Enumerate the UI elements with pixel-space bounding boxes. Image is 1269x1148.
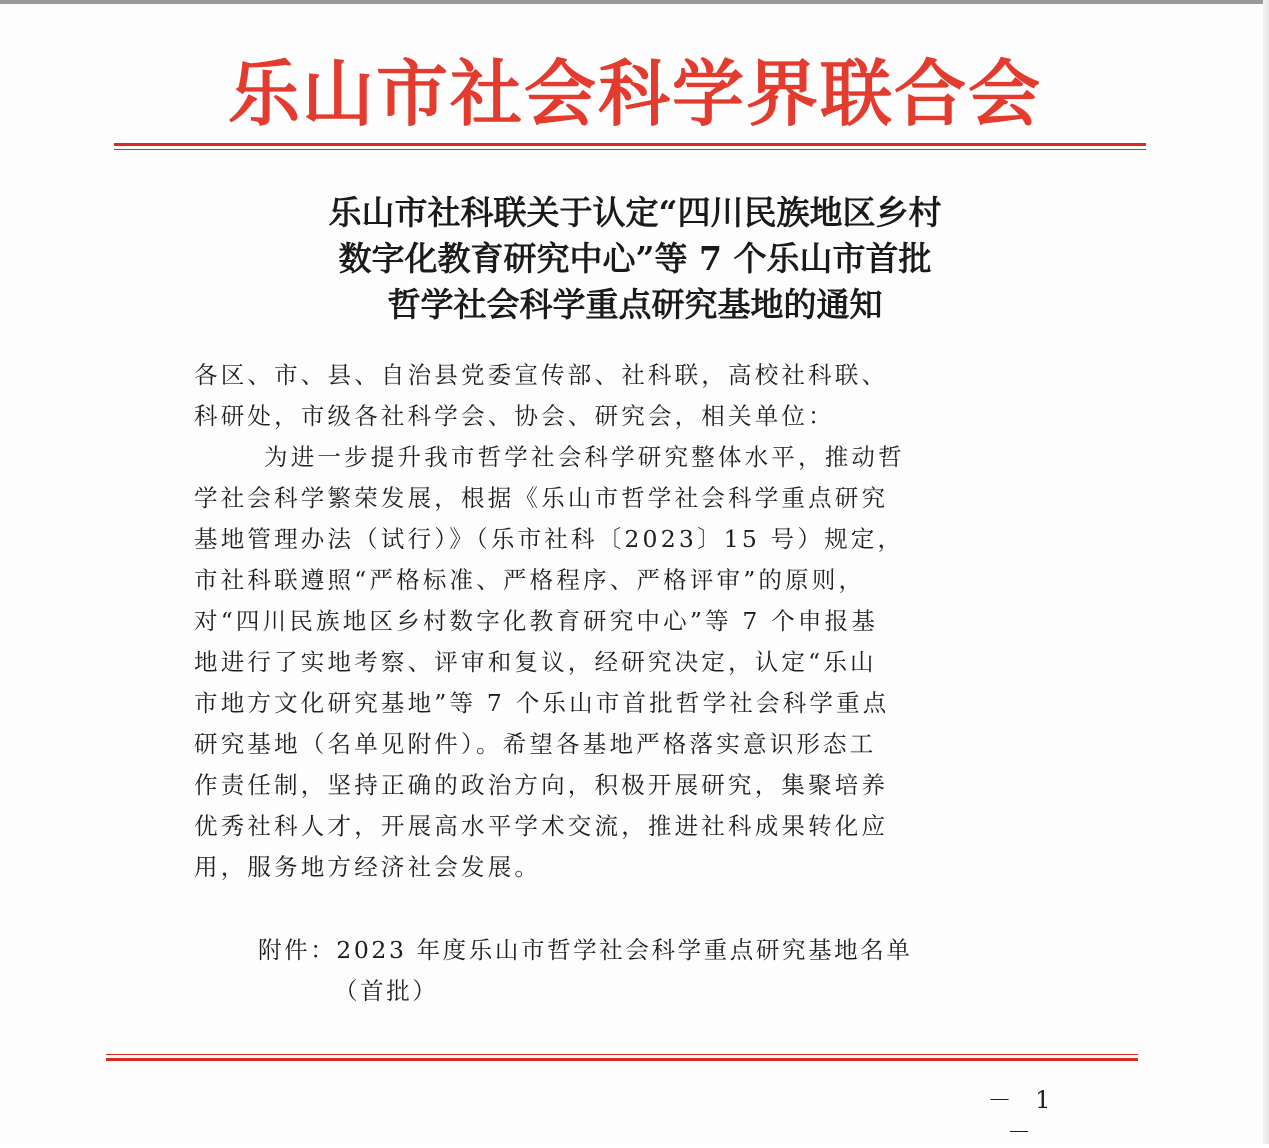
paragraph-line: 作责任制，坚持正确的政治方向，积极开展研究，集聚培养 — [194, 771, 889, 799]
paragraph-line: 研究基地（名单见附件）。希望各基地严格落实意识形态工 — [194, 730, 877, 758]
paragraph-line: 学社会科学繁荣发展，根据《乐山市哲学社会科学重点研究 — [194, 484, 889, 512]
scan-right-edge — [1263, 0, 1269, 1144]
salutation-line: 科研处，市级各社科学会、协会、研究会，相关单位： — [194, 402, 835, 430]
attachment-note — [258, 930, 1078, 1012]
masthead-title: 乐山市社会科学界联合会 — [227, 51, 1042, 136]
scan-top-border — [0, 0, 1269, 4]
notice-title-line: 哲学社会科学重点研究基地的通知 — [387, 285, 883, 324]
paragraph-line: 地进行了实地考察、评审和复议，经研究决定，认定“乐山 — [194, 648, 877, 676]
paragraph-line: 市社科联遵照“严格标准、严格程序、严格评审”的原则， — [194, 566, 866, 594]
masthead-red-rule — [114, 143, 1146, 150]
paragraph-line: 基地管理办法（试行）》（乐市社科〔2023〕15 号）规定， — [194, 525, 905, 553]
notice-title-line: 数字化教育研究中心”等 7 个乐山市首批 — [338, 239, 932, 278]
paragraph-line: 市地方文化研究基地”等 7 个乐山市首批哲学社会科学重点 — [194, 689, 890, 717]
body-paragraph — [194, 437, 1074, 888]
footer-red-rule — [106, 1054, 1138, 1061]
paragraph-line: 为进一步提升我市哲学社会科学研究整体水平，推动哲 — [264, 443, 905, 471]
notice-title — [150, 190, 1120, 328]
paragraph-line: 用，服务地方经济社会发展。 — [194, 853, 542, 881]
page-number: － 1 － — [987, 1086, 1059, 1146]
salutation-line: 各区、市、县、自治县党委宣传部、社科联，高校社科联、 — [194, 361, 889, 389]
paragraph-line: 优秀社科人才，开展高水平学术交流，推进社科成果转化应 — [194, 812, 889, 840]
attachment-line: 附件：2023 年度乐山市哲学社会科学重点研究基地名单 — [258, 936, 913, 964]
paragraph-line: 对“四川民族地区乡村数字化教育研究中心”等 7 个申报基 — [194, 607, 879, 635]
attachment-line: （首批） — [334, 977, 439, 1005]
salutation — [194, 355, 1074, 437]
notice-title-line: 乐山市社科联关于认定“四川民族地区乡村 — [328, 193, 942, 232]
